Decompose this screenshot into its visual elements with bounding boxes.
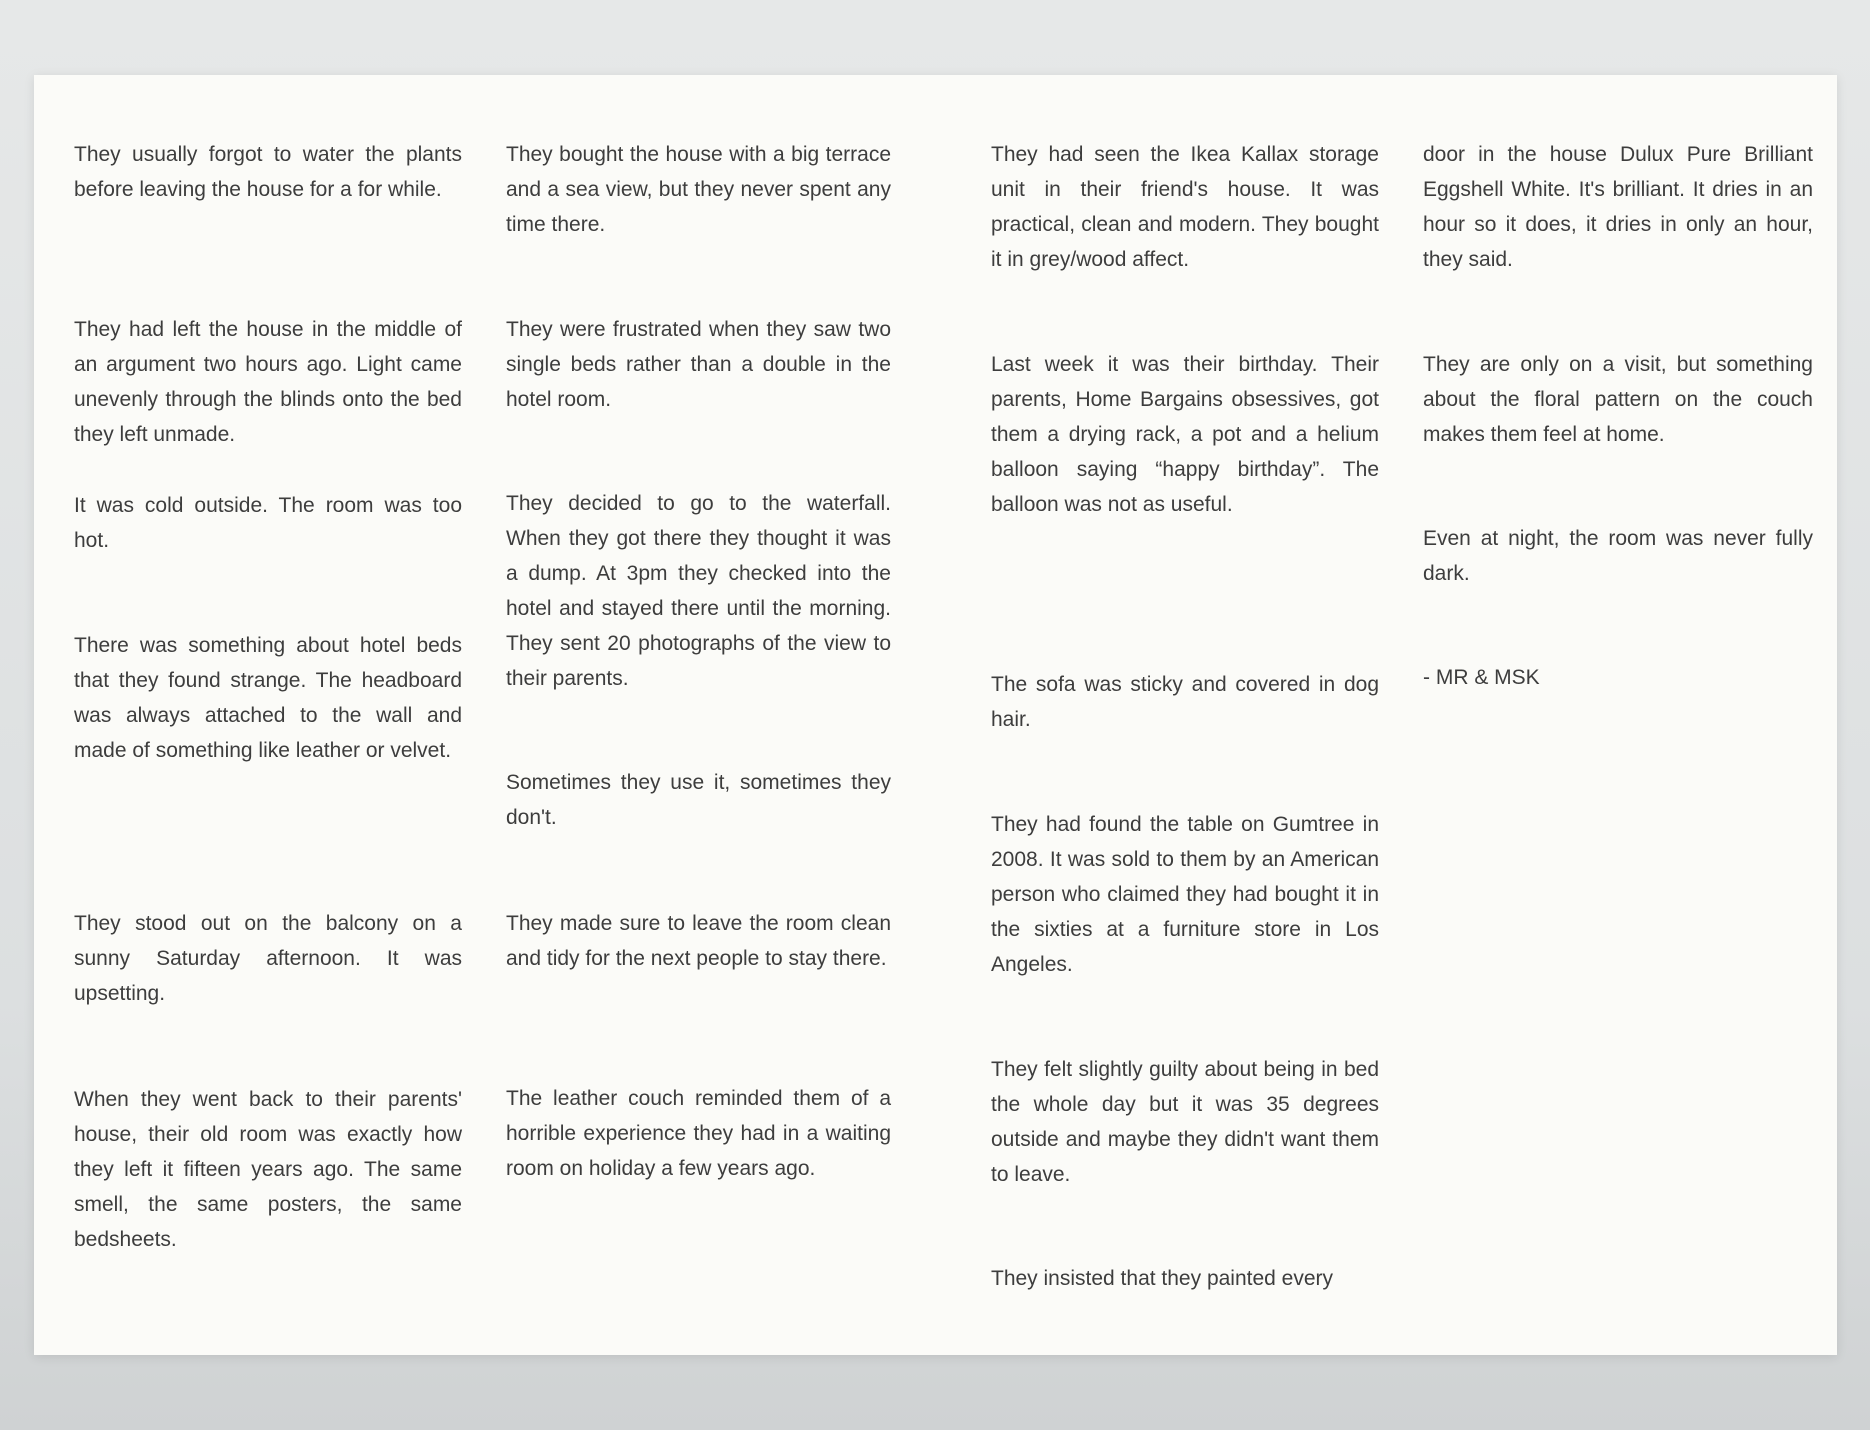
paragraph: When they went back to their parents' house, their old room was exactly how they left it fifteen years ago. The same smell, the same posters, the same bedsheets. [74, 1088, 462, 1251]
paragraph: door in the house Dulux Pure Brilliant Eggshell White. It's brilliant. It dries in an hour so it does, it dries in only an hour, they said. [1423, 143, 1813, 271]
paragraph: They bought the house with a big terrace and a sea view, but they never spent any time there. [506, 143, 891, 236]
paragraph: They are only on a visit, but something about the floral pattern on the couch makes them feel at home. [1423, 353, 1813, 446]
printed-page [34, 75, 1837, 1355]
paragraph: They had seen the Ikea Kallax storage unit in their friend's house. It was practical, clean and modern. They bought it in grey/wood affect. [991, 143, 1379, 271]
paragraph: They had found the table on Gumtree in 2008. It was sold to them by an American person who claimed they had bought it in the sixties at a furniture store in Los Angeles. [991, 813, 1379, 976]
paragraph: Last week it was their birthday. Their parents, Home Bargains obsessives, got them a drying rack, a pot and a helium balloon saying “happy birthday”. The balloon was not as useful. [991, 353, 1379, 516]
paragraph: They usually forgot to water the plants before leaving the house for a for while. [74, 143, 462, 201]
signature-line: - MR & MSK [1423, 666, 1540, 689]
paragraph: It was cold outside. The room was too hot. [74, 494, 462, 552]
paragraph: They stood out on the balcony on a sunny Saturday afternoon. It was upsetting. [74, 912, 462, 1005]
paragraph: Sometimes they use it, sometimes they don't. [506, 771, 891, 829]
paragraph: They made sure to leave the room clean and tidy for the next people to stay there. [506, 912, 891, 970]
paragraph: They were frustrated when they saw two single beds rather than a double in the hotel room. [506, 318, 891, 411]
paragraph: They decided to go to the waterfall. When they got there they thought it was a dump. At 3pm they checked into the hotel and stayed there until the morning. They sent 20 photographs of the view to their parents. [506, 492, 891, 690]
paragraph: They insisted that they painted every [991, 1267, 1334, 1290]
paragraph: Even at night, the room was never fully dark. [1423, 527, 1813, 585]
paragraph: They had left the house in the middle of an argument two hours ago. Light came unevenly through the blinds onto the bed they left unmade. [74, 318, 462, 446]
paragraph: The sofa was sticky and covered in dog hair. [991, 673, 1379, 731]
paragraph: The leather couch reminded them of a horrible experience they had in a waiting room on holiday a few years ago. [506, 1087, 891, 1180]
paragraph: There was something about hotel beds that they found strange. The headboard was always attached to the wall and made of something like leather or velvet. [74, 634, 462, 762]
paragraph: They felt slightly guilty about being in bed the whole day but it was 35 degrees outside and maybe they didn't want them to leave. [991, 1058, 1379, 1186]
